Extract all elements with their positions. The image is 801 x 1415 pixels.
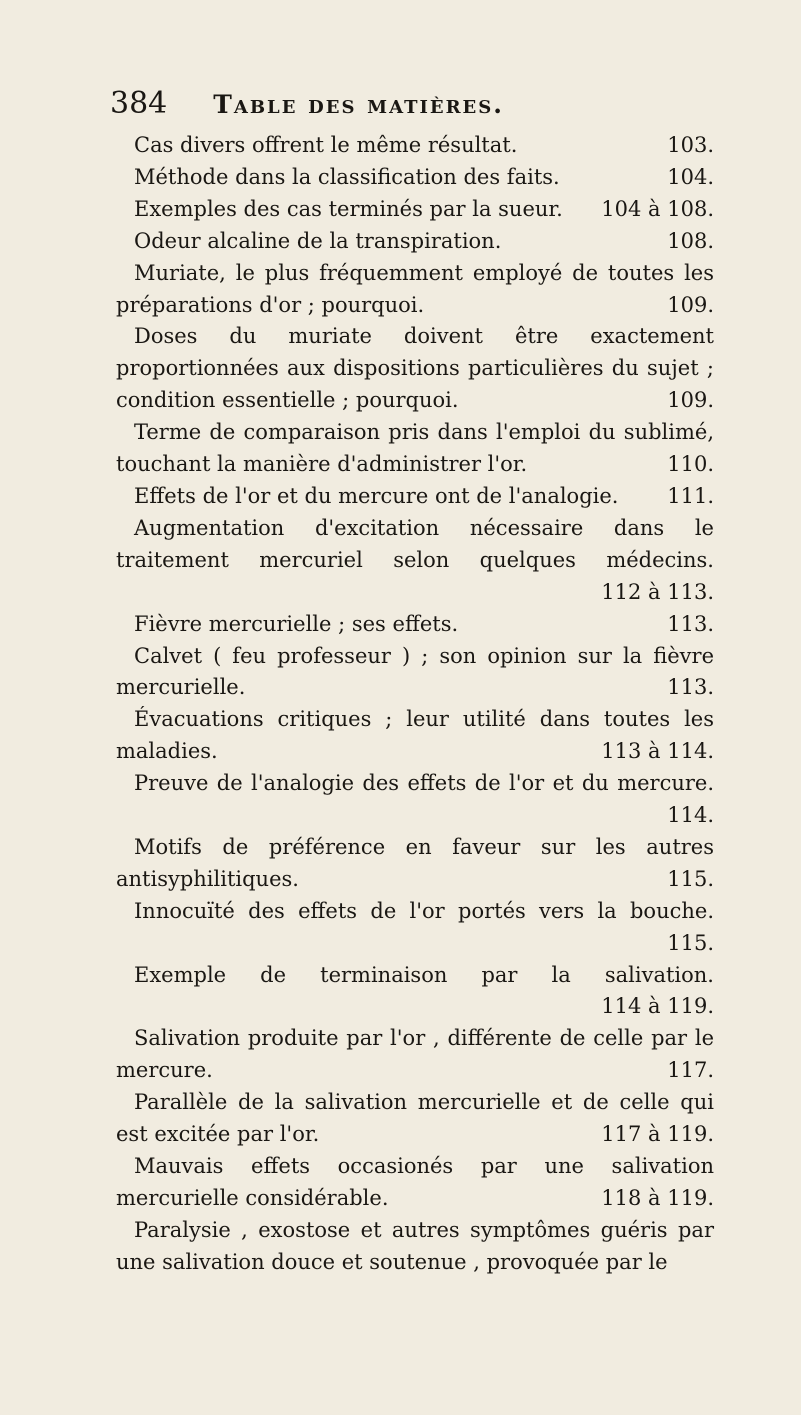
toc-entry (116, 226, 714, 258)
page-header (110, 86, 711, 126)
table-of-contents (116, 130, 714, 1279)
page-reference: 109. (667, 292, 714, 317)
page-reference: 115. (667, 866, 714, 891)
entry-text: Preuve de l'analogie des effets de l'or et du mercure. (134, 771, 714, 796)
page-reference: 117 à 119. (601, 1122, 714, 1147)
entry-text: Motifs de préférence en faveur sur les autres antisyphilitiques. (116, 834, 714, 891)
entry-text: Calvet ( feu professeur ) ; son opinion sur la fièvre mercurielle. (116, 643, 714, 700)
toc-entry (116, 704, 714, 768)
entry-text: Méthode dans la classification des faits. (134, 164, 560, 189)
page-reference: 113. (667, 675, 714, 700)
toc-entry (116, 609, 714, 641)
entry-text: Cas divers offrent le même résultat. (134, 133, 518, 157)
toc-entry (116, 1023, 714, 1087)
page-reference: 104. (667, 164, 714, 189)
entry-text: Augmentation d'excitation nécessaire dans le traitement mercuriel selon quelques médecins. (116, 515, 714, 572)
toc-entry (116, 513, 714, 609)
page-reference: 114 à 119. (601, 994, 714, 1019)
page-reference: 103. (667, 133, 714, 157)
toc-entry (116, 162, 714, 194)
page-reference: 110. (667, 452, 714, 477)
entry-text: Muriate, le plus fréquemment employé de toutes les préparations d'or ; pourquoi. (116, 260, 714, 317)
toc-entry (116, 417, 714, 481)
page-reference: 104 à 108. (601, 196, 714, 221)
toc-entry (116, 1151, 714, 1215)
toc-entry (116, 896, 714, 960)
page-reference: 109. (667, 388, 714, 413)
entry-text: Paralysie , exostose et autres symptômes guéris par une salivation douce et soutenue , provoquée par le (116, 1217, 714, 1274)
page-reference: 113. (667, 611, 714, 636)
page-reference: 117. (667, 1058, 714, 1083)
toc-entry (116, 641, 714, 705)
page-reference: 108. (667, 228, 714, 253)
entry-text: Salivation produite par l'or , différente de celle par le mercure. (116, 1026, 714, 1083)
toc-entry (116, 321, 714, 417)
entry-text: Effets de l'or et du mercure ont de l'analogie. (134, 483, 619, 508)
page-reference: 114. (667, 803, 714, 828)
entry-text: Évacuations critiques ; leur utilité dans toutes les maladies. (116, 707, 714, 764)
entry-text: Doses du muriate doivent être exactement proportionnées aux dispositions particulières du sujet ; condition essentielle ; pourquoi. (116, 324, 714, 413)
entry-text: Exemple de terminaison par la salivation. (134, 962, 714, 987)
toc-entry (116, 481, 714, 513)
entry-text: Innocuïté des effets de l'or portés vers la bouche. (134, 898, 714, 923)
page-reference: 115. (667, 930, 714, 955)
page-reference: 112 à 113. (601, 579, 714, 604)
toc-entry (116, 768, 714, 832)
toc-entry (116, 1215, 714, 1279)
page-number: 384 (110, 86, 168, 121)
page-reference: 113 à 114. (601, 739, 714, 764)
page-reference: 111. (667, 483, 714, 508)
toc-entry (116, 960, 714, 1024)
page-reference: 118 à 119. (601, 1185, 714, 1210)
toc-entry (116, 1087, 714, 1151)
running-title: Table des matières. (213, 90, 504, 119)
toc-entry (116, 130, 714, 162)
entry-text: Odeur alcaline de la transpiration. (134, 228, 502, 253)
toc-entry (116, 194, 714, 226)
toc-entry (116, 258, 714, 322)
entry-text: Fièvre mercurielle ; ses effets. (134, 611, 459, 636)
entry-text: Exemples des cas terminés par la sueur. (134, 196, 563, 221)
entry-text: Parallèle de la salivation mercurielle et de celle qui est excitée par l'or. (116, 1090, 714, 1147)
entry-text: Mauvais effets occasionés par une salivation mercurielle considérable. (116, 1154, 714, 1210)
entry-text: Terme de comparaison pris dans l'emploi du sublimé, touchant la manière d'administrer l'or. (116, 420, 714, 477)
toc-entry (116, 832, 714, 896)
